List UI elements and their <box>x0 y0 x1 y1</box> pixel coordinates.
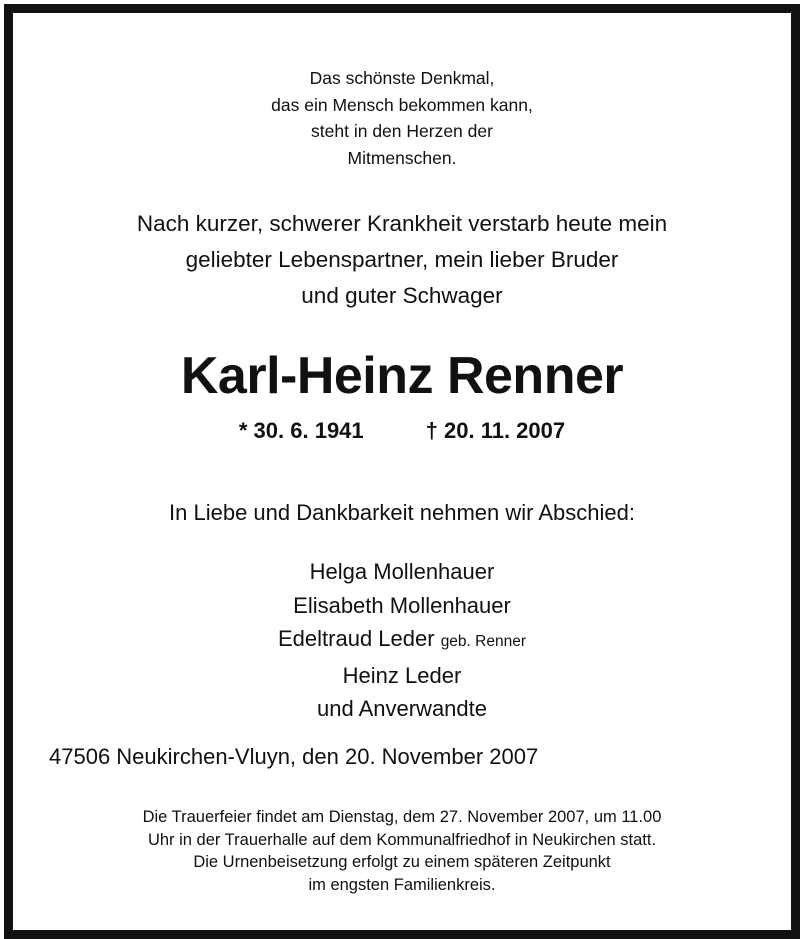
deceased-name: Karl-Heinz Renner <box>180 347 624 405</box>
obituary-frame <box>4 4 800 939</box>
mourner-name: Heinz Leder <box>342 662 462 688</box>
death-announcement <box>13 206 791 314</box>
motto-line: das ein Mensch bekommen kann, <box>271 94 533 115</box>
life-dates <box>13 413 791 449</box>
mourner-name: Elisabeth Mollenhauer <box>293 592 511 618</box>
announcement-line: Nach kurzer, schwerer Krankheit verstarb heute mein <box>136 211 668 236</box>
death-date: † 20. 11. 2007 <box>425 418 566 443</box>
motto-line: Mitmenschen. <box>347 147 457 168</box>
funeral-info-line: im engsten Familienkreis. <box>308 875 496 894</box>
motto-verse <box>13 65 791 171</box>
mourner-name: Helga Mollenhauer <box>309 559 495 584</box>
mourner-name: und Anverwandte <box>316 696 488 721</box>
mourner-name: Edeltraud Leder geb. Renner <box>278 626 526 651</box>
announcement-line: und guter Schwager <box>301 283 503 308</box>
motto-line: Das schönste Denkmal, <box>309 68 495 88</box>
funeral-info <box>13 806 791 896</box>
mourners-list <box>13 555 791 726</box>
funeral-info-line: Die Urnenbeisetzung erfolgt zu einem späteren Zeitpunkt <box>193 853 611 871</box>
funeral-info-line: Uhr in der Trauerhalle auf dem Kommunalfriedhof in Neukirchen statt. <box>147 830 657 849</box>
announcement-line: geliebter Lebenspartner, mein lieber Bruder <box>185 247 619 272</box>
funeral-info-line: Die Trauerfeier findet am Dienstag, dem 27. November 2007, um 11.00 <box>142 808 662 826</box>
motto-line: steht in den Herzen der <box>311 121 493 141</box>
birth-date: * 30. 6. 1941 <box>238 418 364 443</box>
place-and-date: 47506 Neukirchen-Vluyn, den 20. November 2007 <box>49 744 539 769</box>
maiden-name-note: geb. Renner <box>440 633 526 650</box>
farewell-line: In Liebe und Dankbarkeit nehmen wir Abschied: <box>169 500 635 525</box>
